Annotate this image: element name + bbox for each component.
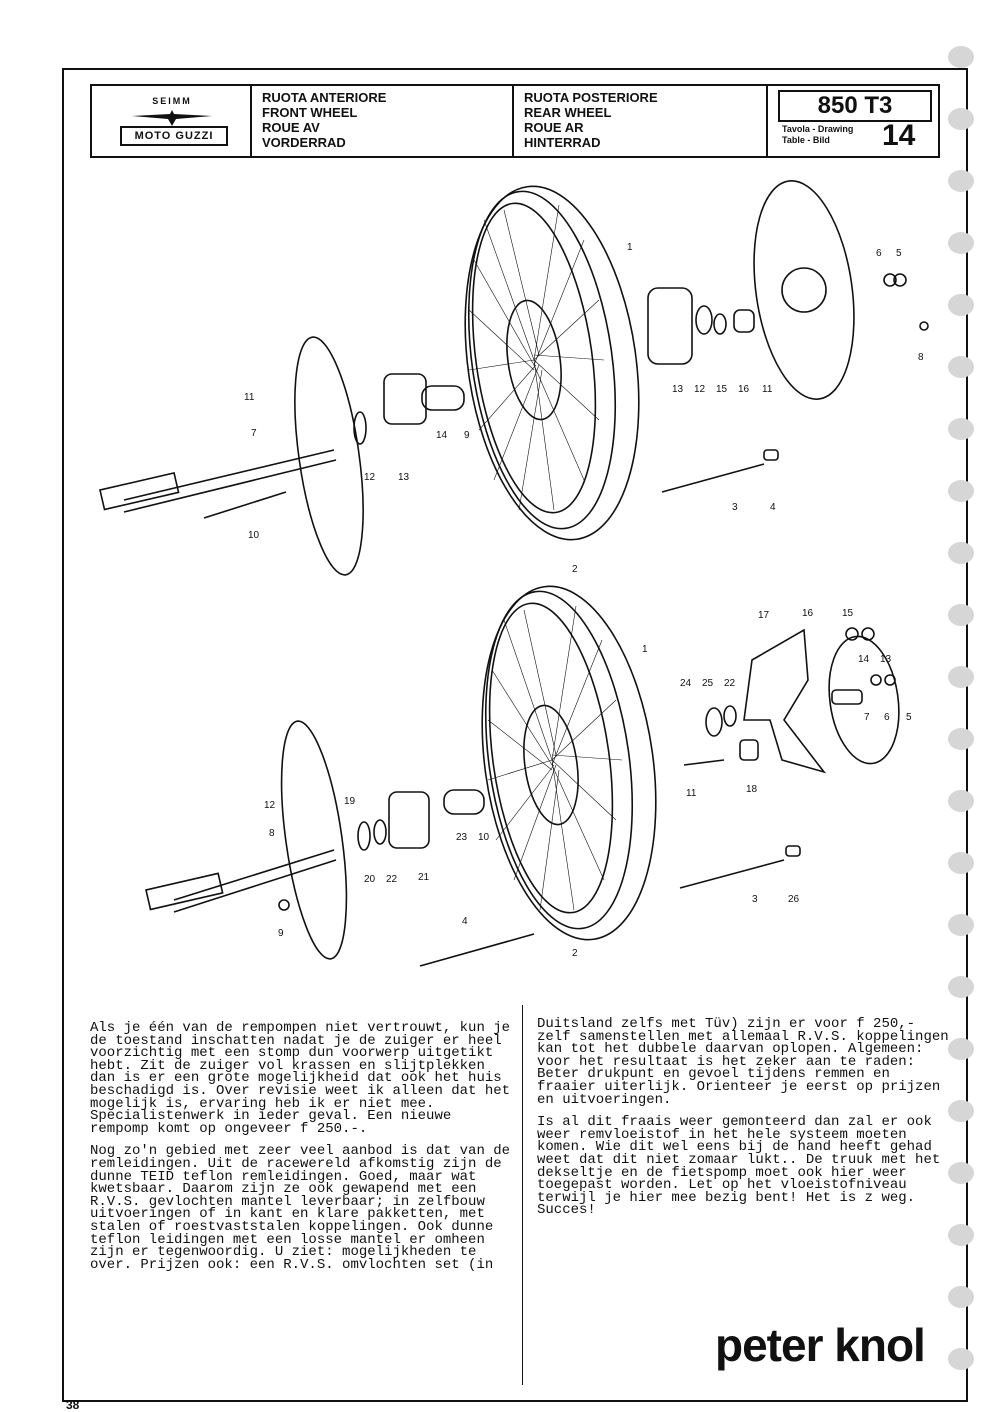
front-spacer-left [384, 374, 426, 424]
callout: 16 [738, 384, 750, 395]
paragraph: Als je één van de rempompen niet vertrouwt, kun je de toestand inschatten nadat je de zuiger er heel voorzichtig met een stomp dun voorwerp uitgetikt hebt. Zit de zuiger vol krassen en slijtplekken dan is er een grote mogelijkheid dat ook het huis beschadigd is. Over revisie weet ik alleen dat het mogelijk is, ervaring heb ik er niet mee. Specialistenwerk in ieder geval. Een nieuwe rempomp komt op ongeveer f 250.-. [90, 1020, 511, 1137]
callout: 12 [264, 800, 276, 811]
binder-hole [948, 790, 974, 812]
binder-hole [948, 976, 974, 998]
rear-wheel-title [514, 86, 768, 156]
front-wheel-en: FRONT WHEEL [262, 105, 358, 120]
callout: 1 [627, 242, 633, 253]
binder-hole [948, 418, 974, 440]
callout: 3 [732, 502, 738, 513]
callout: 2 [572, 948, 578, 959]
table-number: 14 [882, 119, 916, 152]
binder-hole [948, 1348, 974, 1370]
column-divider [522, 1005, 523, 1385]
binder-hole [948, 542, 974, 564]
front-axle [100, 450, 336, 512]
front-wheel-it: RUOTA ANTERIORE [262, 90, 387, 105]
binder-hole [948, 1286, 974, 1308]
rear-spoke [680, 860, 784, 888]
callout: 7 [251, 428, 257, 439]
paragraph: Duitsland zelfs met Tüv) zijn er voor f 250,- zelf samenstellen met allemaal R.V.S. koppelingen kan tot het dubbele daarvan oplopen. Algemeen: voor het resultaat is het zeker aan te raden: Beter drukpunt en gevoel tijdens remmen en fraaier uiterlijk. Orienteer je eerst op prijzen en uitvoeringen. [537, 1016, 949, 1108]
binder-hole [948, 1100, 974, 1122]
callout: 20 [364, 874, 376, 885]
moto-guzzi-logo: MOTO GUZZI [120, 126, 228, 146]
callout: 15 [842, 608, 854, 619]
rear-wheel-it: RUOTA POSTERIORE [524, 90, 658, 105]
rear-wheel-assembly [146, 575, 907, 966]
callout: 11 [244, 392, 255, 403]
tavola-label [782, 124, 853, 146]
article-column-left [90, 1022, 514, 1281]
callout: 11 [686, 788, 697, 799]
binder-hole [948, 1038, 974, 1060]
binder-hole [948, 604, 974, 626]
seimm-logo: SEIMM [152, 96, 192, 106]
binder-hole [948, 1224, 974, 1246]
rear-drive-flange [744, 630, 824, 772]
callout: 12 [364, 472, 376, 483]
tavola-line-2: Table - Bild [782, 135, 830, 145]
callout: 15 [716, 384, 728, 395]
binder-hole [948, 1162, 974, 1184]
callout: 19 [344, 796, 356, 807]
rear-hub [517, 702, 585, 828]
callout: 6 [876, 248, 882, 259]
article-column-right [537, 1018, 957, 1227]
callout: 9 [278, 928, 284, 939]
front-disc-right [741, 174, 867, 405]
callout: 11 [762, 384, 773, 395]
callout: 1 [642, 644, 648, 655]
binder-hole [948, 46, 974, 68]
callout: 10 [248, 530, 260, 541]
callout: 14 [436, 430, 448, 441]
front-spacer-tube [422, 386, 464, 410]
callout: 4 [462, 916, 468, 927]
callout: 10 [478, 832, 490, 843]
rear-wheel-fr: ROUE AR [524, 120, 584, 135]
rear-callouts [264, 608, 912, 959]
callout: 5 [906, 712, 912, 723]
callout: 17 [758, 610, 770, 621]
binder-hole [948, 480, 974, 502]
model-cell [768, 86, 938, 156]
logo-cell [92, 86, 252, 156]
callout: 13 [672, 384, 684, 395]
rear-bearing-holder [389, 792, 429, 848]
callout: 24 [680, 678, 692, 689]
callout: 22 [724, 678, 736, 689]
callout: 13 [880, 654, 892, 665]
callout: 4 [770, 502, 776, 513]
rear-bolt [684, 760, 724, 765]
paragraph: Nog zo'n gebied met zeer veel aanbod is dat van de remleidingen. Uit de racewereld afkomstig zijn de dunne TEID teflon remleidingen. Goed, maar wat kwetsbaar. Daarom zijn ze ook gewapend met een R.V.S. gevlochten mantel leverbaar; in zelfbouw uitvoeringen of in kant en klare pakketten, met stalen of roestvaststalen koppelingen. Ook dunne teflon leidingen met een losse mantel er omheen zijn er tegenwoordig. U ziet: mogelijkheden te over. Prijzen ook: een R.V.S. omvlochten set (in [90, 1143, 511, 1273]
rear-disc [270, 717, 359, 962]
callout: 5 [896, 248, 902, 259]
binder-hole [948, 294, 974, 316]
front-rim [444, 175, 660, 551]
model-name: 850 T3 [778, 90, 932, 122]
callout: 13 [398, 472, 410, 483]
front-spoke [662, 464, 764, 492]
binder-hole [948, 852, 974, 874]
binder-hole [948, 728, 974, 750]
callout: 8 [269, 828, 275, 839]
author-signature: peter knol [715, 1319, 925, 1371]
rear-wheel-de: HINTERRAD [524, 135, 601, 150]
callout: 14 [858, 654, 870, 665]
front-wheel-fr: ROUE AV [262, 120, 320, 135]
callout: 6 [884, 712, 890, 723]
front-callouts [244, 242, 924, 575]
callout: 26 [788, 894, 800, 905]
callout: 16 [802, 608, 814, 619]
callout: 23 [456, 832, 468, 843]
tavola-line-1: Tavola - Drawing [782, 124, 854, 134]
binder-hole [948, 232, 974, 254]
binder-hole [948, 666, 974, 688]
front-wheel-title [252, 86, 514, 156]
callout: 21 [418, 872, 430, 883]
binder-hole [948, 356, 974, 378]
callout: 2 [572, 564, 578, 575]
callout: 22 [386, 874, 398, 885]
front-disc-left [283, 333, 376, 579]
front-bolt [204, 492, 286, 518]
front-wheel-assembly [100, 174, 928, 579]
callout: 8 [918, 352, 924, 363]
drawing-header [90, 84, 940, 158]
rear-spoke-loose [420, 934, 534, 966]
binder-hole [948, 914, 974, 936]
callout: 9 [464, 430, 470, 441]
rear-wheel-en: REAR WHEEL [524, 105, 612, 120]
page-number: 38 [66, 1398, 80, 1412]
callout: 12 [694, 384, 706, 395]
front-wheel-de: VORDERRAD [262, 135, 346, 150]
callout: 3 [752, 894, 758, 905]
binder-hole [948, 108, 974, 130]
exploded-wheel-diagram [64, 160, 964, 980]
paragraph: Is al dit fraais weer gemonteerd dan zal er ook weer remvloeistof in het hele systeem moeten komen. Wie dit wel eens bij de hand heeft gehad weet dat dit niet zomaar lukt.. De truuk met het dekseltje en de fietspomp moet ook hier weer toegepast worden. Let op het vloeistofniveau terwijl je hier mee bezig bent! Het is z weg. Succes! [537, 1114, 941, 1219]
rear-axle [146, 850, 336, 912]
callout: 25 [702, 678, 714, 689]
rear-circlip [821, 632, 906, 768]
callout: 7 [864, 712, 870, 723]
front-bearing-holder [648, 288, 692, 364]
rear-spacer-tube [444, 790, 484, 814]
callout: 18 [746, 784, 758, 795]
binder-hole [948, 170, 974, 192]
rear-rim [461, 575, 677, 951]
